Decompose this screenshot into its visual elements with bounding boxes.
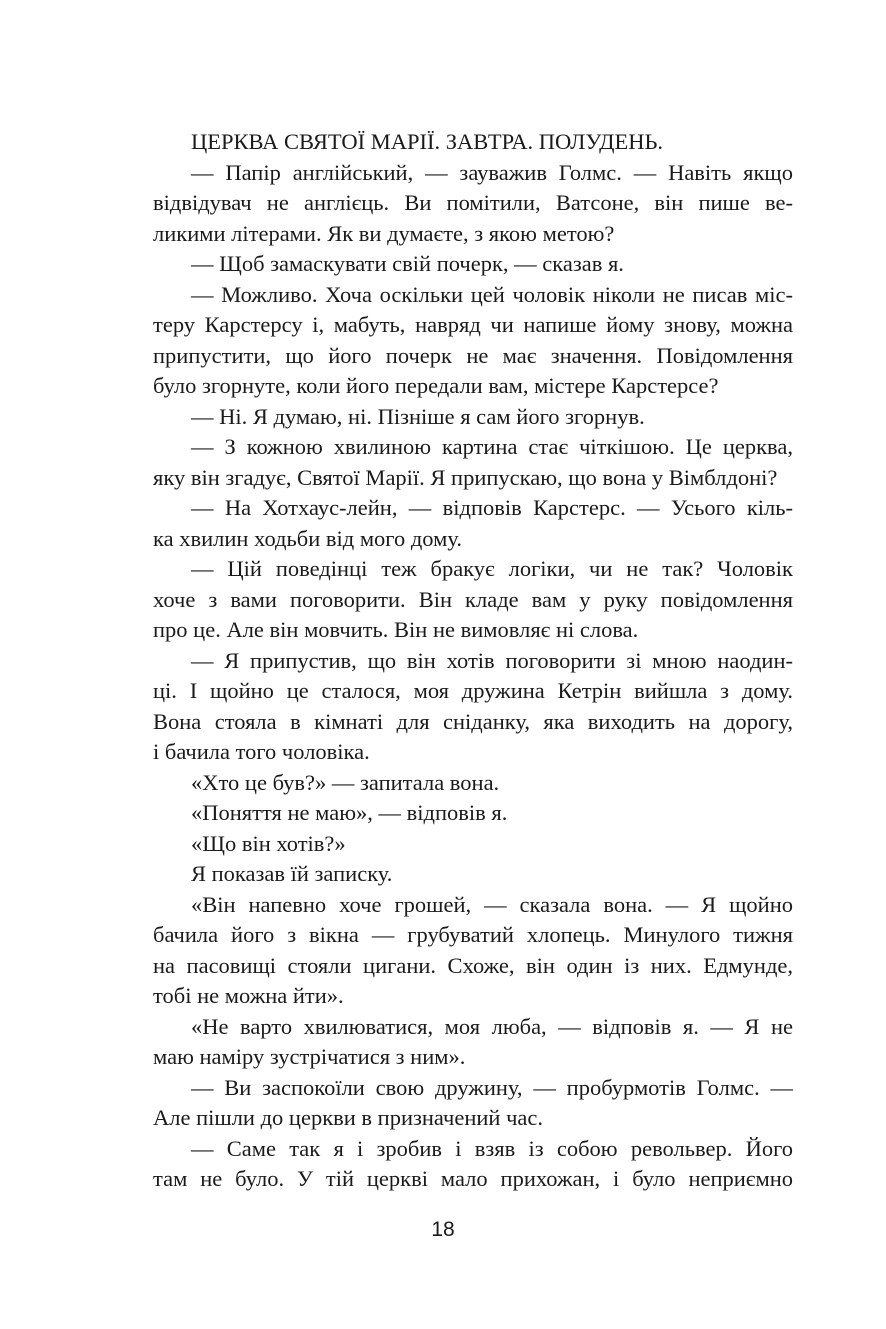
text-line: на пасовищі стояли цигани. Схоже, він один із них. Едмунде, — [153, 952, 793, 978]
text-line: і бачила того чоловіка. — [153, 739, 370, 764]
paragraph — [153, 127, 793, 158]
text-line: — З кожною хвилиною картина стає чіткішою. Це церква, — [191, 434, 793, 459]
text-line: «Поняття не маю», — відповів я. — [191, 800, 508, 825]
text-line: — Щоб замаскувати свій почерк, — сказав я. — [191, 251, 624, 276]
paragraph — [153, 1134, 793, 1195]
text-line: Вона стояла в кімнаті для сніданку, яка виходить на дорогу, — [153, 708, 793, 734]
text-line: — Цій поведінці теж бракує логіки, чи не так? Чоловік — [191, 556, 793, 581]
paragraph — [153, 158, 793, 250]
text-line: було згорнуте, коли його передали вам, містере Карстерсе? — [153, 373, 719, 398]
text-line: «Він напевно хоче грошей, — сказала вона. — Я щойно — [191, 891, 793, 917]
text-line: — Саме так я і зробив і взяв із собою револьвер. Його — [191, 1135, 793, 1161]
text-line: «Не варто хвилюватися, моя люба, — відповів я. — Я не — [191, 1013, 793, 1039]
paragraph — [153, 1012, 793, 1073]
body-text — [153, 127, 793, 1195]
text-line: — Ви заспокоїли свою дружину, — пробурмотів Голмс. — — [191, 1074, 793, 1100]
paragraph — [153, 249, 793, 280]
paragraph — [153, 1073, 793, 1134]
text-line: — Можливо. Хоча оскільки цей чоловік ніколи не писав міс- — [191, 281, 793, 307]
text-line: яку він згадує, Святої Марії. Я припускаю, що вона у Вімблдоні? — [153, 464, 778, 490]
text-line: про це. Але він мовчить. Він не вимовляє ні слова. — [153, 617, 639, 642]
text-line: там не було. У тій церкві мало прихожан, і було неприємно — [153, 1166, 793, 1191]
text-line: ликими літерами. Як ви думаєте, з якою метою? — [153, 220, 615, 246]
paragraph — [153, 768, 793, 799]
text-line: тобі не можна йти». — [153, 983, 344, 1008]
paragraph — [153, 432, 793, 493]
text-line: «Що він хотів?» — [191, 830, 346, 856]
text-line: хоче з вами поговорити. Він кладе вам у руку повідомлення — [153, 586, 793, 612]
text-line: — Я припустив, що він хотів поговорити зі мною наодин- — [191, 647, 793, 673]
text-line: ЦЕРКВА СВЯТОЇ МАРІЇ. ЗАВТРА. ПОЛУДЕНЬ. — [191, 129, 663, 154]
text-line: — Папір англійський, — зауважив Голмс. — Навіть якщо — [191, 159, 793, 185]
text-line: теру Карстерсу і, мабуть, навряд чи напише йому знову, можна — [153, 312, 793, 337]
paragraph — [153, 829, 793, 860]
paragraph — [153, 798, 793, 829]
text-line: Але пішли до церкви в призначений час. — [153, 1105, 543, 1130]
text-line: відвідувач не англієць. Ви помітили, Ватсоне, він пише ве- — [153, 190, 793, 215]
text-line: припустити, що його почерк не має значення. Повідомлення — [153, 342, 793, 368]
paragraph — [153, 859, 793, 890]
text-line: — Ні. Я думаю, ні. Пізніше я сам його згорнув. — [191, 403, 645, 429]
text-line: Я показав їй записку. — [191, 861, 393, 886]
text-line: ка хвилин ходьби від мого дому. — [153, 525, 462, 551]
paragraph — [153, 646, 793, 768]
page-number: 18 — [431, 1218, 455, 1241]
text-line: ці. І щойно це сталося, моя дружина Кетрін вийшла з дому. — [153, 678, 793, 703]
text-line: бачила його з вікна — грубуватий хлопець. Минулого тижня — [153, 922, 793, 947]
paragraph — [153, 554, 793, 646]
paragraph — [153, 280, 793, 402]
text-line: — На Хотхаус-лейн, — відповів Карстерс. — Усього кіль- — [191, 495, 793, 520]
paragraph — [153, 493, 793, 554]
text-line: маю наміру зустрічатися з ним». — [153, 1044, 466, 1069]
paragraph — [153, 890, 793, 1012]
text-line: «Хто це був?» — запитала вона. — [191, 769, 500, 795]
paragraph — [153, 402, 793, 433]
